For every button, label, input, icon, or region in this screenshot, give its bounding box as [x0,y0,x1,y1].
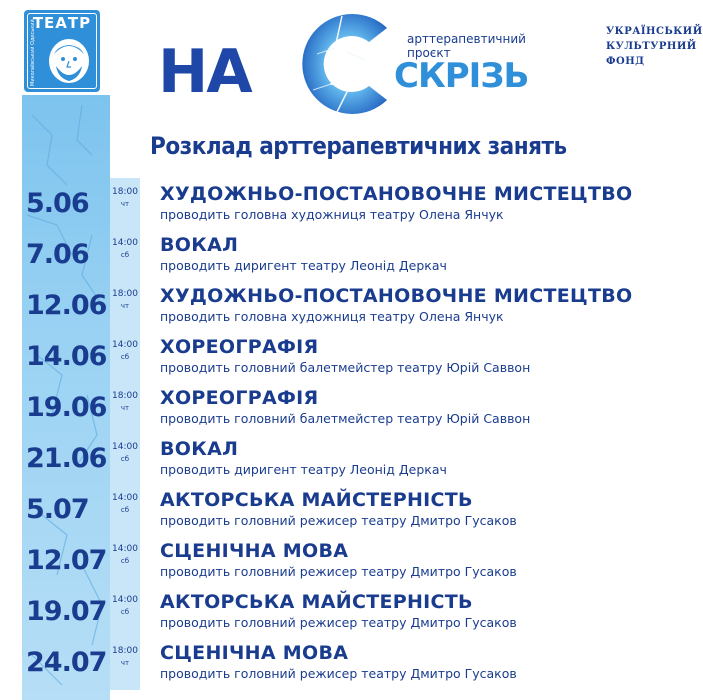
weekday: чт [120,404,130,412]
session-leader: проводить головний режисер театру Дмитро Гусаков [160,666,517,681]
session-date: 19.07 [26,596,107,627]
weekday: сб [120,251,130,259]
session-date: 7.06 [26,239,89,270]
session-leader: проводить головний режисер театру Дмитро Гусаков [160,513,517,528]
title-part-2: СКРІЗЬ [394,56,529,96]
session-name: АКТОРСЬКА МАЙСТЕРНІСТЬ [160,591,473,613]
theatre-logo [24,10,100,92]
time-value: 14:00 [112,442,138,452]
session-time [110,237,140,261]
schedule-row [0,180,700,228]
session-leader: проводить головний режисер театру Дмитро Гусаков [160,615,517,630]
session-name: ХОРЕОГРАФІЯ [160,387,319,409]
time-value: 14:00 [112,544,138,554]
session-time [110,186,140,210]
session-date: 24.07 [26,647,107,678]
weekday: сб [120,353,130,361]
time-value: 18:00 [112,391,138,401]
time-value: 14:00 [112,595,138,605]
weekday: сб [120,608,130,616]
weekday: чт [120,302,130,310]
session-leader: проводить головний балетмейстер театру Юрій Саввон [160,360,531,375]
session-name: ВОКАЛ [160,438,239,460]
session-leader: проводить диригент театру Леонід Деркач [160,462,447,477]
session-time [110,288,140,312]
schedule-row [0,639,700,687]
schedule-row [0,333,700,381]
session-leader: проводить диригент театру Леонід Деркач [160,258,447,273]
logo-title: ТЕАТР [32,14,92,32]
logo-subtitle: Миколаївський Одеський [30,19,36,86]
session-date: 21.06 [26,443,107,474]
session-name: ВОКАЛ [160,234,239,256]
session-name: АКТОРСЬКА МАЙСТЕРНІСТЬ [160,489,473,511]
weekday: сб [120,455,130,463]
schedule-row [0,486,700,534]
session-name: ХУДОЖНЬО-ПОСТАНОВОЧНЕ МИСТЕЦТВО [160,285,633,307]
session-date: 5.07 [26,494,89,525]
session-date: 14.06 [26,341,107,372]
session-time [110,594,140,618]
session-leader: проводить головна художниця театру Олена Янчук [160,207,504,222]
schedule-heading: Розклад арттерапевтичних занять [150,132,567,160]
session-name: СЦЕНІЧНА МОВА [160,540,349,562]
session-time [110,543,140,567]
time-value: 14:00 [112,493,138,503]
session-name: ХОРЕОГРАФІЯ [160,336,319,358]
session-leader: проводить головний балетмейстер театру Юрій Саввон [160,411,531,426]
session-time [110,339,140,363]
session-time [110,645,140,669]
session-date: 12.06 [26,290,107,321]
session-leader: проводить головна художниця театру Олена Янчук [160,309,504,324]
schedule-row [0,282,700,330]
portrait-icon [44,36,94,86]
session-time [110,441,140,465]
session-date: 12.07 [26,545,107,576]
session-time [110,390,140,414]
weekday: сб [120,506,130,514]
title-part-1: НА [158,37,251,107]
fund-line-2: КУЛЬТУРНИЙ [606,41,697,52]
schedule-row [0,435,700,483]
project-label: арттерапевтичний проєкт [407,32,526,60]
lightning-c-icon [287,8,397,118]
session-name: СЦЕНІЧНА МОВА [160,642,349,664]
session-date: 5.06 [26,188,89,219]
session-name: ХУДОЖНЬО-ПОСТАНОВОЧНЕ МИСТЕЦТВО [160,183,633,205]
time-value: 14:00 [112,238,138,248]
time-value: 14:00 [112,340,138,350]
project-title [152,8,572,123]
session-time [110,492,140,516]
schedule-row [0,588,700,636]
weekday: чт [120,200,130,208]
schedule-row [0,231,700,279]
weekday: сб [120,557,130,565]
schedule-row [0,384,700,432]
time-value: 18:00 [112,289,138,299]
time-value: 18:00 [112,187,138,197]
schedule-row [0,537,700,585]
fund-line-1: УКРАЇНСЬКИЙ [606,26,703,37]
session-date: 19.06 [26,392,107,423]
session-leader: проводить головний режисер театру Дмитро Гусаков [160,564,517,579]
fund-line-3: ФОНД [606,56,645,67]
ukrainian-cultural-fund-logo [606,24,703,69]
time-value: 18:00 [112,646,138,656]
weekday: чт [120,659,130,667]
